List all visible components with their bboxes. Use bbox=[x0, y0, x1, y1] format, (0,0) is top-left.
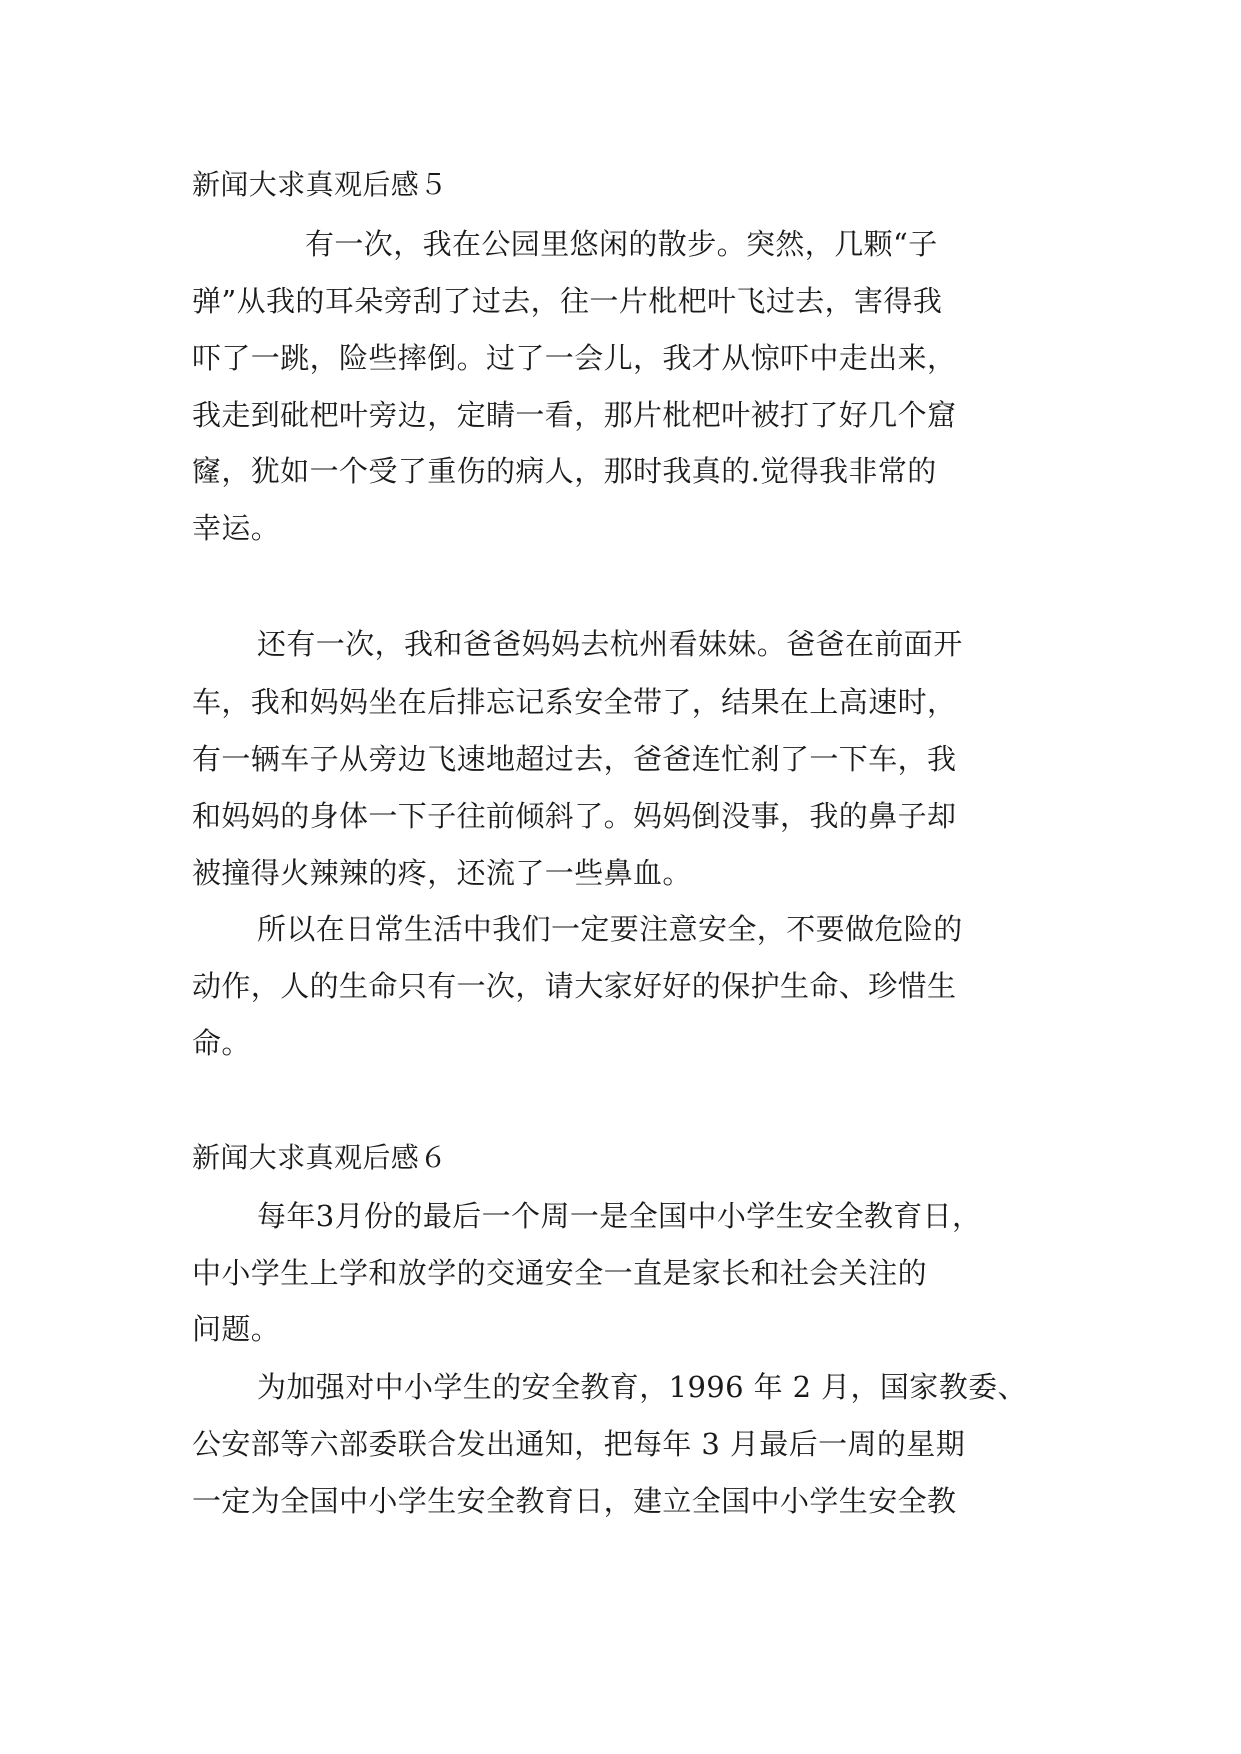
paragraph-line: 中小学生上学和放学的交通安全一直是家长和社会关注的 bbox=[192, 1256, 928, 1290]
paragraph-line: 弹”从我的耳朵旁刮了过去，往一片枇杷叶飞过去，害得我 bbox=[192, 284, 943, 318]
section-5-heading: 新闻大求真观后感５ bbox=[192, 168, 448, 201]
paragraph-line: 和妈妈的身体一下子往前倾斜了。妈妈倒没事，我的鼻子却 bbox=[192, 799, 957, 833]
section-6-heading: 新闻大求真观后感６ bbox=[192, 1141, 448, 1174]
paragraph-line: 为加强对中小学生的安全教育，1996 年 2 月，国家教委、 bbox=[257, 1370, 1027, 1404]
paragraph-line: 一定为全国中小学生安全教育日，建立全国中小学生安全教 bbox=[192, 1484, 957, 1518]
paragraph-line: 吓了一跳，险些摔倒。过了一会儿，我才从惊吓中走出来， bbox=[192, 341, 957, 375]
paragraph-line: 我走到砒杷叶旁边，定睛一看，那片枇杷叶被打了好几个窟 bbox=[192, 398, 957, 432]
paragraph-line: 还有一次，我和爸爸妈妈去杭州看妹妹。爸爸在前面开 bbox=[257, 627, 963, 661]
paragraph-line: 问题。 bbox=[192, 1312, 281, 1346]
paragraph-line: 所以在日常生活中我们一定要注意安全，不要做危险的 bbox=[257, 912, 963, 946]
paragraph-line: 每年3月份的最后一个周一是全国中小学生安全教育日， bbox=[257, 1199, 982, 1233]
paragraph-line: 公安部等六部委联合发出通知，把每年 3 月最后一周的星期 bbox=[192, 1427, 966, 1461]
paragraph-line: 有一辆车子从旁边飞速地超过去，爸爸连忙刹了一下车，我 bbox=[192, 742, 957, 776]
paragraph-line: 命。 bbox=[192, 1026, 251, 1060]
paragraph-line: 被撞得火辣辣的疼，还流了一些鼻血。 bbox=[192, 856, 692, 890]
paragraph-line: 车，我和妈妈坐在后排忘记系安全带了，结果在上高速时， bbox=[192, 685, 957, 719]
paragraph-line: 动作，人的生命只有一次，请大家好好的保护生命、珍惜生 bbox=[192, 969, 957, 1003]
paragraph-line: 窿，犹如一个受了重伤的病人，那时我真的.觉得我非常的 bbox=[192, 454, 937, 488]
paragraph-line: 幸运。 bbox=[192, 511, 281, 545]
paragraph-line: 有一次，我在公园里悠闲的散步。突然，几颗“子 bbox=[305, 227, 938, 261]
